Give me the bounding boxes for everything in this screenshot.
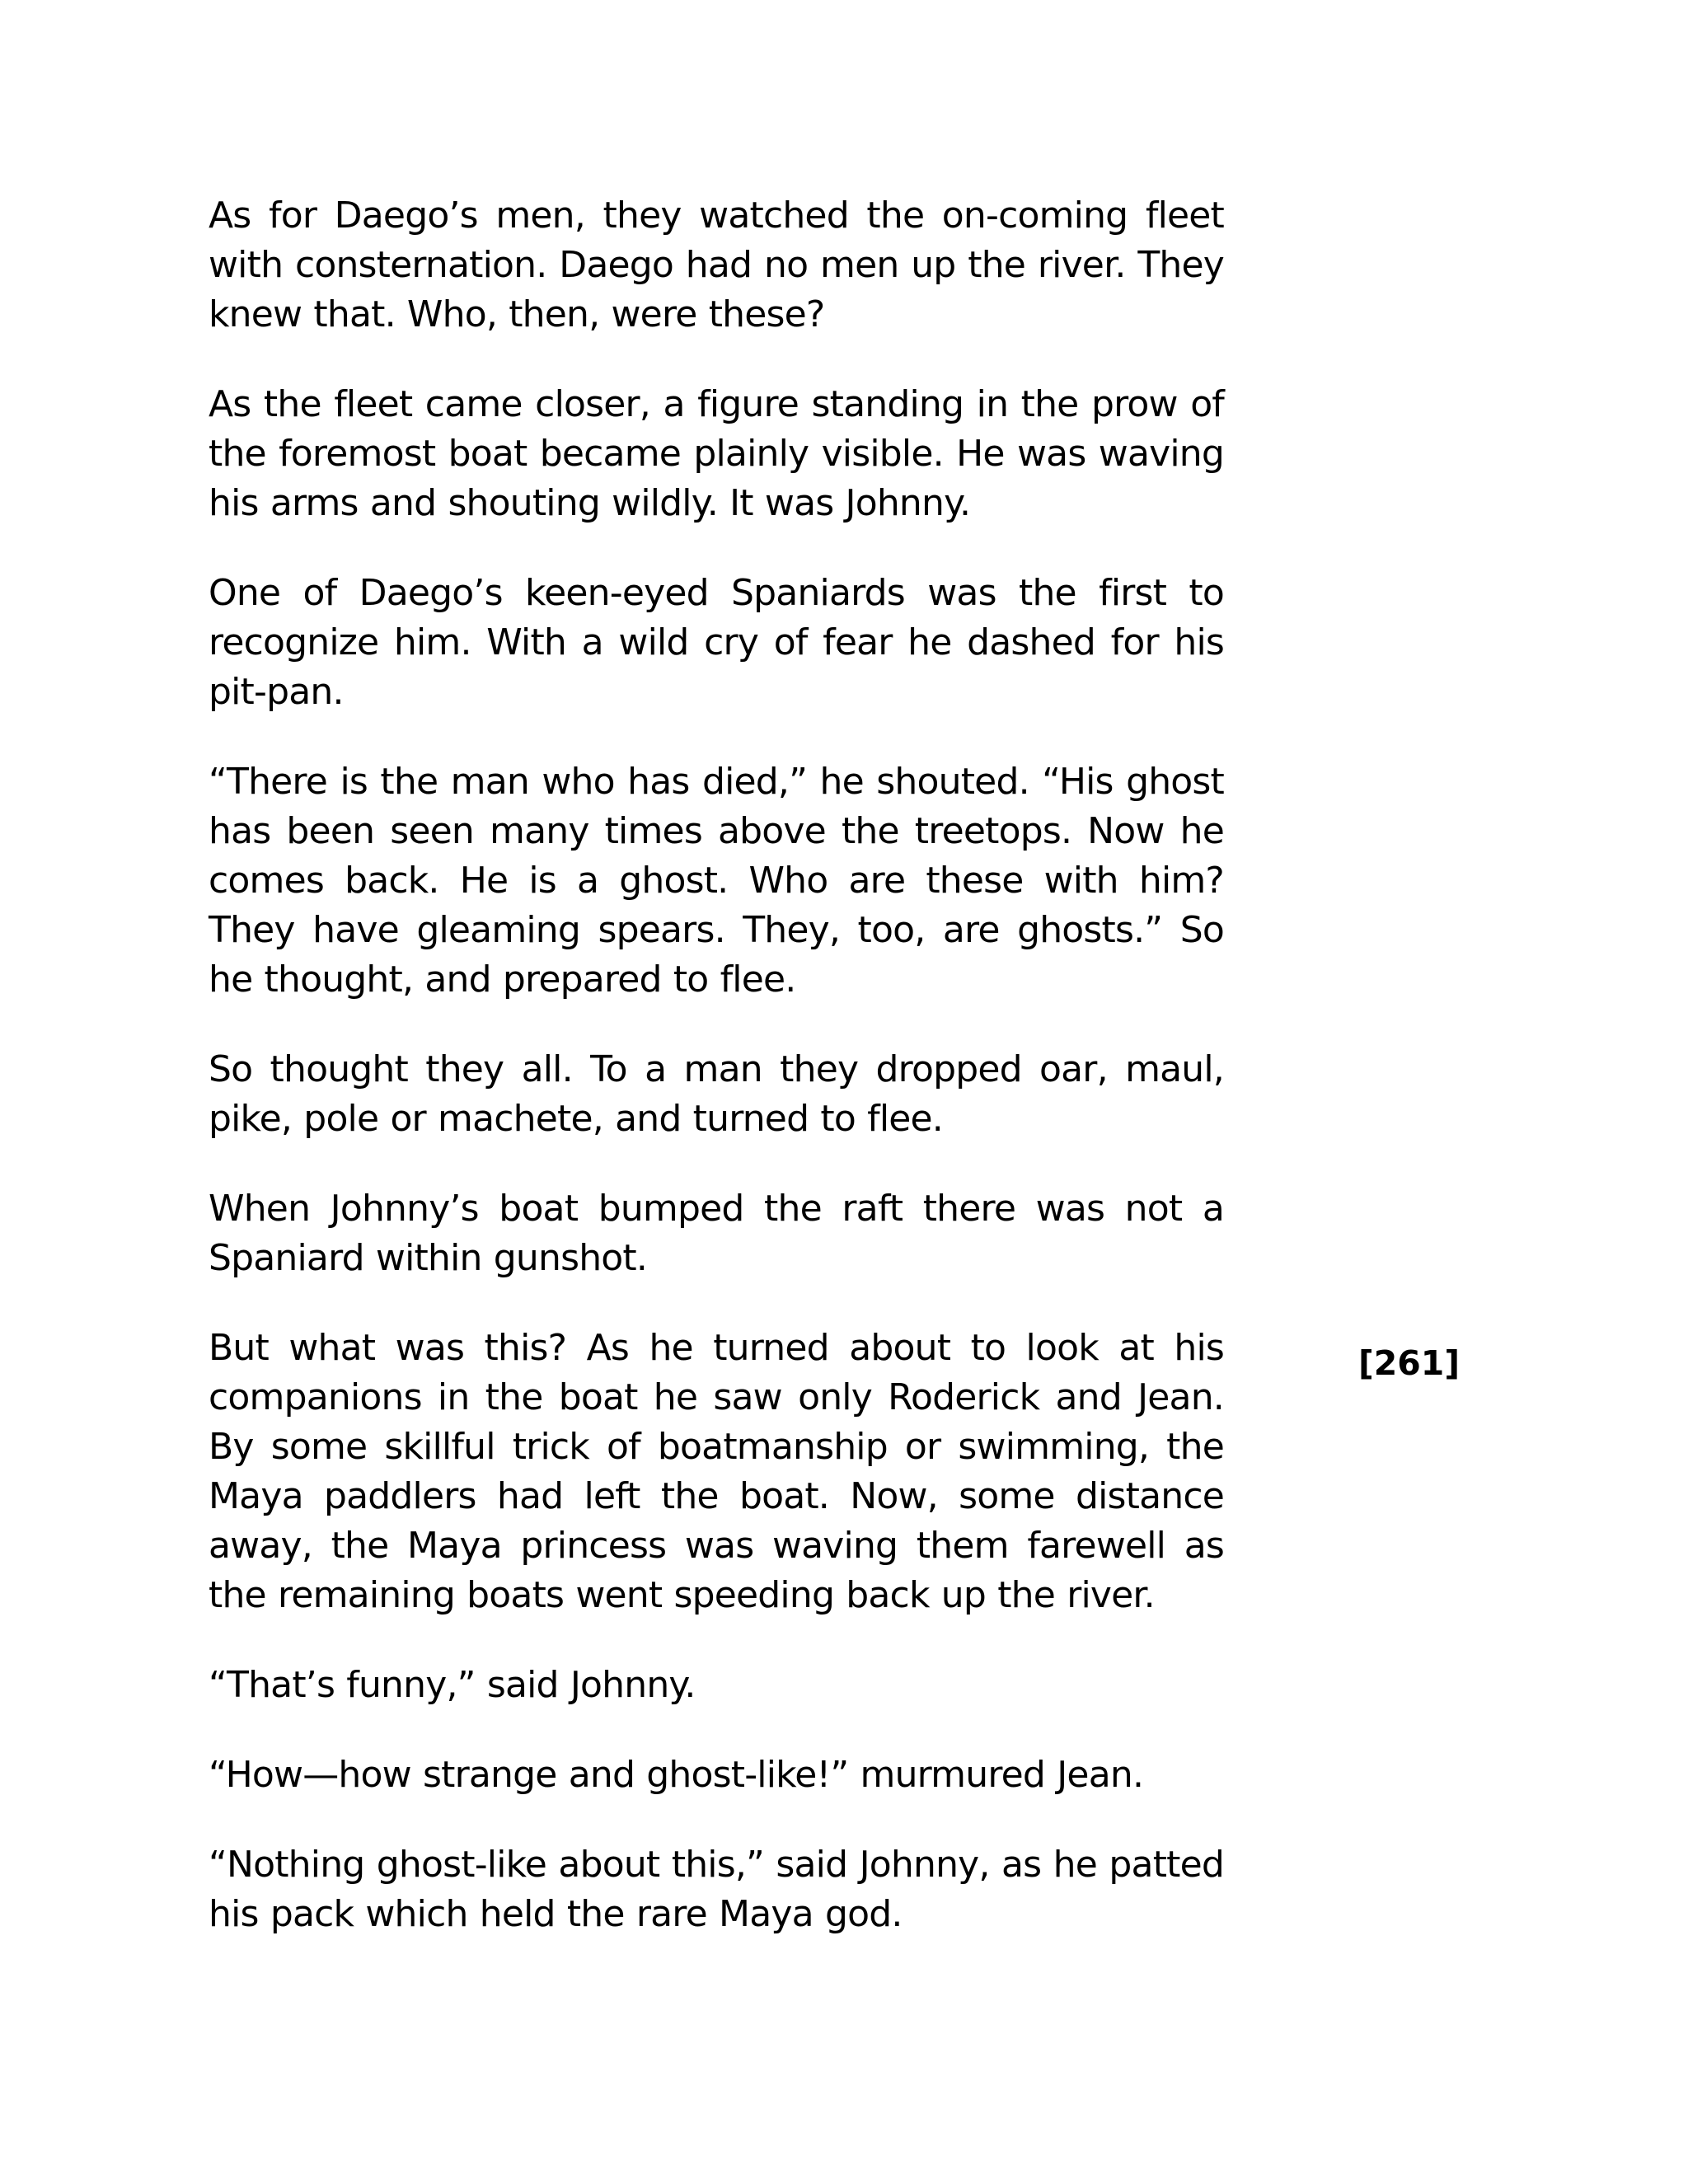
page-number: [261] [1358,1343,1461,1383]
paragraph-maya-paddlers-left: But what was this? As he turned about to look at his companions in the boat he saw only Roderick and Jean. By some skillful trick of boatmanship or swimming, the Maya paddlers had left the boat. Now, some distance away, the Maya princess was waving them farewell as the remaining boats went speeding back up the river. [209,1327,1224,1616]
paragraph-ghost-shout: “There is the man who has died,” he shouted. “His ghost has been seen many times above the treetops. Now he comes back. He is a ghost. Who are these with him? They have gleaming spears. They, too, are ghosts.” So he thought, and prepared to flee. [209,761,1224,1001]
paragraph-figure-in-prow: As the fleet came closer, a figure standing in the prow of the foremost boat became plainly visible. He was waving his arms and shouting wildly. It was Johnny. [209,383,1224,524]
paragraph-thats-funny: “That’s funny,” said Johnny. [209,1664,696,1706]
paragraph-spaniard-recognizes: One of Daego’s keen-eyed Spaniards was the first to recognize him. With a wild cry of fear he dashed for his pit-pan. [209,572,1224,713]
paragraph-strange-ghost-like: “How—how strange and ghost-like!” murmured Jean. [209,1754,1144,1796]
paragraph-boat-bumped-raft: When Johnny’s boat bumped the raft there was not a Spaniard within gunshot. [209,1188,1224,1279]
text-column [209,191,1224,1939]
paragraph-all-flee: So thought they all. To a man they dropped oar, maul, pike, pole or machete, and turned to flee. [209,1048,1224,1140]
paragraph-fleet-consternation: As for Daego’s men, they watched the on-coming fleet with consternation. Daego had no men up the river. They knew that. Who, then, were these? [209,194,1224,335]
paragraph-patted-pack: “Nothing ghost-like about this,” said Johnny, as he patted his pack which held the rare Maya god. [209,1844,1224,1935]
